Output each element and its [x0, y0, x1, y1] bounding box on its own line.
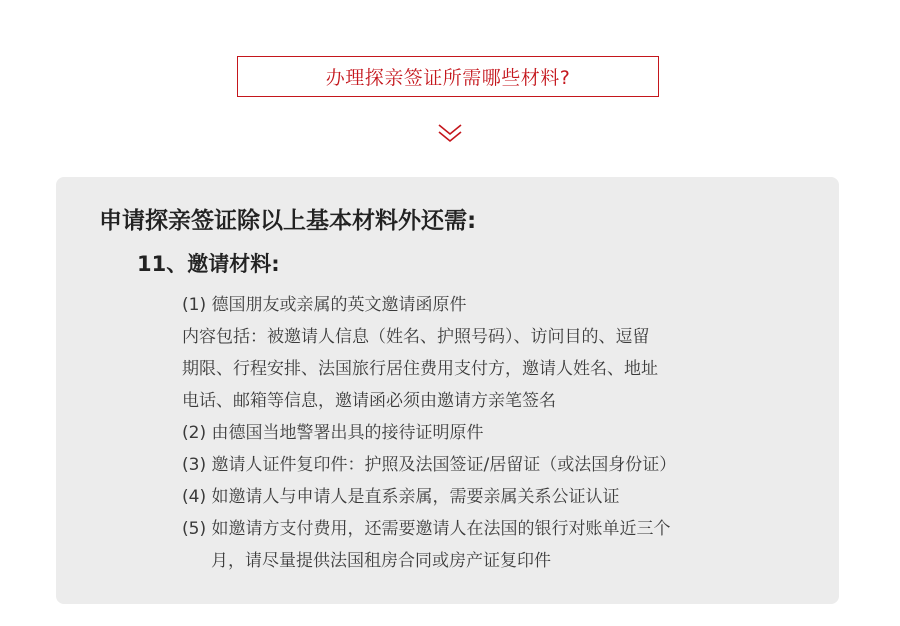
list-item: (2) 由德国当地警署出具的接待证明原件	[182, 423, 484, 443]
list-item: 期限、行程安排、法国旅行居住费用支付方，邀请人姓名、地址	[182, 359, 658, 379]
list-item: 月，请尽量提供法国租房合同或房产证复印件	[211, 551, 551, 571]
panel-title: 申请探亲签证除以上基本材料外还需:	[99, 208, 477, 234]
section-title: 11、邀请材料:	[137, 252, 280, 276]
list-item: 内容包括：被邀请人信息（姓名、护照号码）、访问目的、逗留	[182, 327, 650, 347]
heading-title: 办理探亲签证所需哪些材料?	[325, 67, 571, 89]
list-item: (3) 邀请人证件复印件：护照及法国签证/居留证（或法国身份证）	[182, 455, 677, 475]
list-item: 电话、邮箱等信息，邀请函必须由邀请方亲笔签名	[182, 391, 556, 411]
double-chevron-down-icon	[437, 122, 463, 144]
list-item: (4) 如邀请人与申请人是直系亲属，需要亲属关系公证认证	[182, 487, 620, 507]
list-item: (5) 如邀请方支付费用，还需要邀请人在法国的银行对账单近三个	[182, 519, 671, 539]
list-item: (1) 德国朋友或亲属的英文邀请函原件	[182, 295, 467, 315]
heading-box	[237, 56, 659, 97]
materials-list	[182, 289, 802, 577]
